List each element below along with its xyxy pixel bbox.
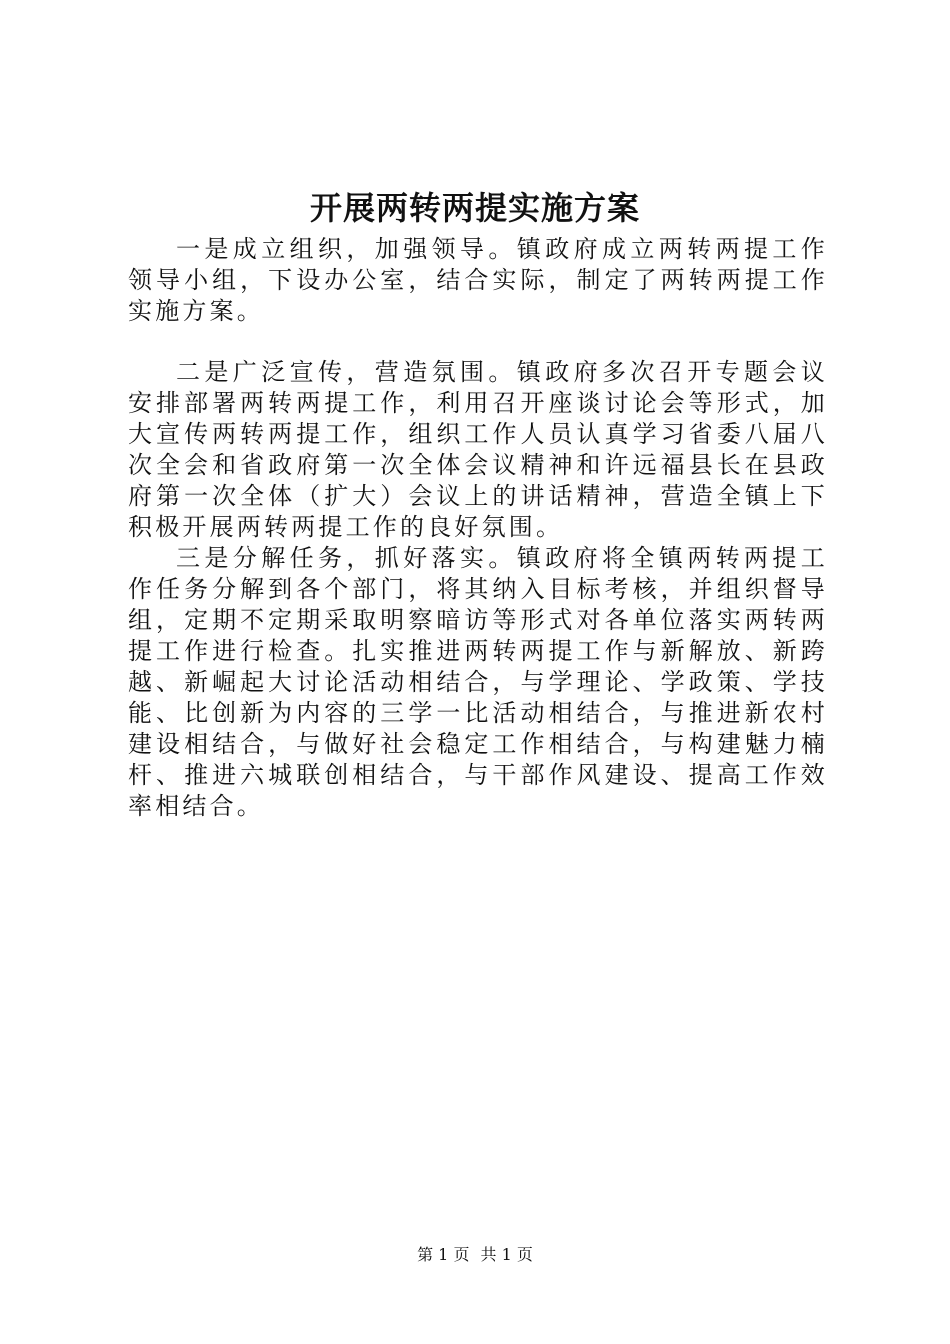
page-number: 第 1 页 (417, 1245, 470, 1264)
document-body (128, 234, 828, 822)
document-title: 开展两转两提实施方案 (309, 189, 640, 227)
page-total: 共 1 页 (480, 1245, 533, 1264)
paragraph-2: 二是广泛宣传，营造氛围。镇政府多次召开专题会议安排部署两转两提工作，利用召开座谈讨论会等形式，加大宣传两转两提工作，组织工作人员认真学习省委八届八次全会和省政府第一次全体会议精神和许远福县长在县政府第一次全体（扩大）会议上的讲话精神，营造全镇上下积极开展两转两提工作的良好氛围。 (128, 358, 828, 541)
page-footer (0, 1244, 950, 1266)
paragraph-1: 一是成立组织，加强领导。镇政府成立两转两提工作领导小组，下设办公室，结合实际，制定了两转两提工作实施方案。 (128, 235, 828, 325)
paragraph-3: 三是分解任务，抓好落实。镇政府将全镇两转两提工作任务分解到各个部门，将其纳入目标考核，并组织督导组，定期不定期采取明察暗访等形式对各单位落实两转两提工作进行检查。扎实推进两转两提工作与新解放、新跨越、新崛起大讨论活动相结合，与学理论、学政策、学技能、比创新为内容的三学一比活动相结合，与推进新农村建设相结合，与做好社会稳定工作相结合，与构建魅力楠杆、推进六城联创相结合，与干部作风建设、提高工作效率相结合。 (128, 544, 828, 820)
